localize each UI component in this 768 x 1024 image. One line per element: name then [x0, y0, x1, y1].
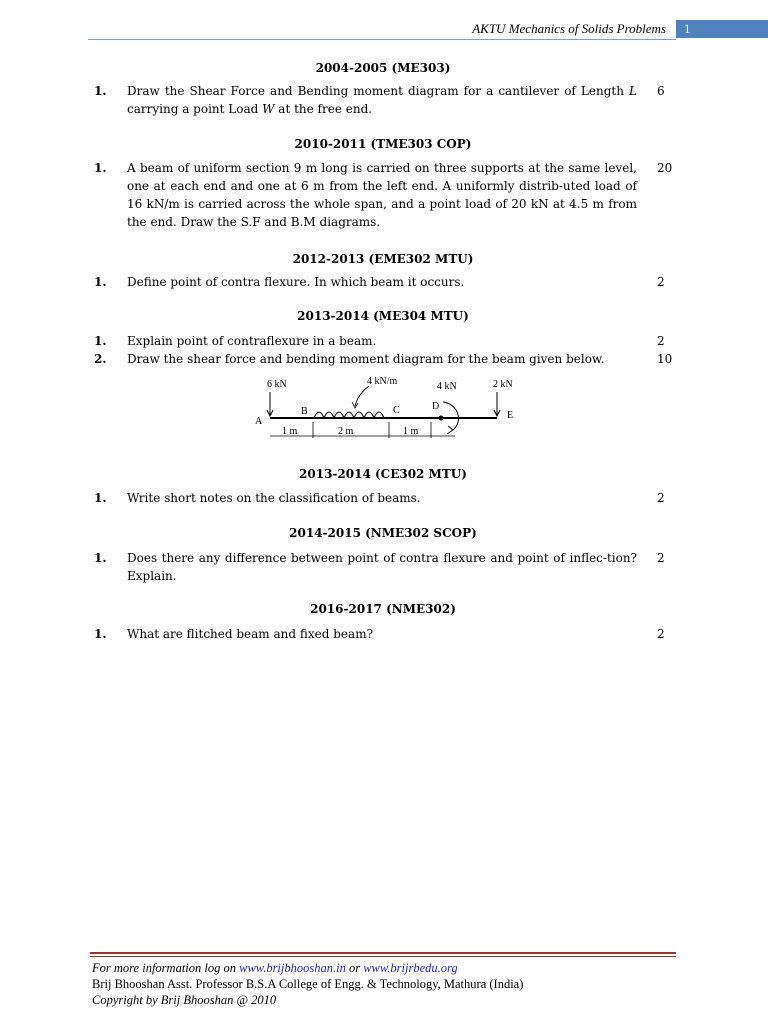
section-title: 2010-2011 (TME303 COP)	[294, 137, 472, 151]
question-marks: 2	[657, 334, 665, 348]
question-marks: 2	[657, 275, 665, 289]
running-header-title: AKTU Mechanics of Solids Problems	[472, 21, 666, 36]
question-number: 1.	[94, 275, 107, 289]
section-title: 2004-2005 (ME303)	[315, 61, 451, 75]
dimension-2-label: 2 m	[338, 426, 354, 437]
section-title: 2013-2014 (ME304 MTU)	[297, 309, 469, 323]
point-d-marker	[439, 416, 444, 421]
question-text: Write short notes on the classification of beams.	[127, 491, 421, 505]
moment-arrowhead	[447, 426, 453, 434]
page-number-badge	[676, 20, 768, 38]
footer-divider	[90, 956, 676, 957]
udl-label: 4 kN/m	[367, 376, 398, 387]
point-b-label: B	[301, 406, 308, 417]
question-number: 1.	[94, 551, 107, 565]
point-a-label: A	[255, 416, 263, 427]
question-number: 1.	[94, 84, 107, 98]
load-d-label: 4 kN	[437, 381, 457, 392]
question-number: 2.	[94, 352, 107, 366]
udl-pointer	[355, 386, 369, 406]
section-title: 2013-2014 (CE302 MTU)	[299, 467, 467, 481]
footer-info: For more information log on www.brijbhooshan.in or www.brijrbedu.org	[92, 961, 458, 975]
footer-link-brijrbedu[interactable]: www.brijrbedu.org	[363, 961, 458, 975]
footer-copyright: Copyright by Brij Bhooshan @ 2010	[92, 993, 277, 1007]
moment-arc	[443, 402, 458, 430]
point-c-label: C	[393, 405, 400, 416]
section-title: 2012-2013 (EME302 MTU)	[292, 252, 474, 266]
load-e-label: 2 kN	[493, 379, 513, 390]
question-text: Define point of contra flexure. In which beam it occurs.	[127, 275, 465, 289]
question-marks: 2	[657, 627, 665, 641]
question-marks: 20	[657, 161, 673, 175]
section-title: 2014-2015 (NME302 SCOP)	[289, 526, 477, 540]
beam-diagram	[245, 372, 525, 444]
question-text: Explain point of contraflexure in a beam.	[127, 334, 377, 348]
footer-link-brijbhooshan[interactable]: www.brijbhooshan.in	[239, 961, 346, 975]
dimension-3-label: 1 m	[403, 426, 419, 437]
point-d-label: D	[432, 401, 440, 412]
question-marks: 2	[657, 491, 665, 505]
footer-divider	[90, 952, 676, 954]
question-text: Draw the Shear Force and Bending moment diagram for a cantilever of Length L carrying a point Load W at the free end.	[127, 84, 637, 116]
header-divider	[88, 39, 676, 40]
question-text: Does there any difference between point of contra flexure and point of inflec-tion? Explain.	[127, 551, 637, 583]
question-number: 1.	[94, 334, 107, 348]
question-text: Draw the shear force and bending moment diagram for the beam given below.	[127, 352, 605, 366]
question-number: 1.	[94, 161, 107, 175]
dimension-1-label: 1 m	[282, 426, 298, 437]
question-number: 1.	[94, 491, 107, 505]
page-number: 1	[684, 21, 691, 36]
question-text: A beam of uniform section 9 m long is carried on three supports at the same level, one at each end and one at 6 m from the left end. A uniformly distrib-uted load of 16 kN/m is carried across the whole span, and a point load of 20 kN at 4.5 m from the end. Draw the S.F and B.M diagrams.	[127, 161, 637, 229]
load-a-label: 6 kN	[267, 379, 287, 390]
footer-author: Brij Bhooshan Asst. Professor B.S.A College of Engg. & Technology, Mathura (India)	[92, 977, 524, 991]
point-e-label: E	[507, 410, 514, 421]
question-marks: 2	[657, 551, 665, 565]
section-title: 2016-2017 (NME302)	[310, 602, 456, 616]
question-marks: 6	[657, 84, 665, 98]
question-text: What are flitched beam and fixed beam?	[127, 627, 373, 641]
question-number: 1.	[94, 627, 107, 641]
question-marks: 10	[657, 352, 673, 366]
